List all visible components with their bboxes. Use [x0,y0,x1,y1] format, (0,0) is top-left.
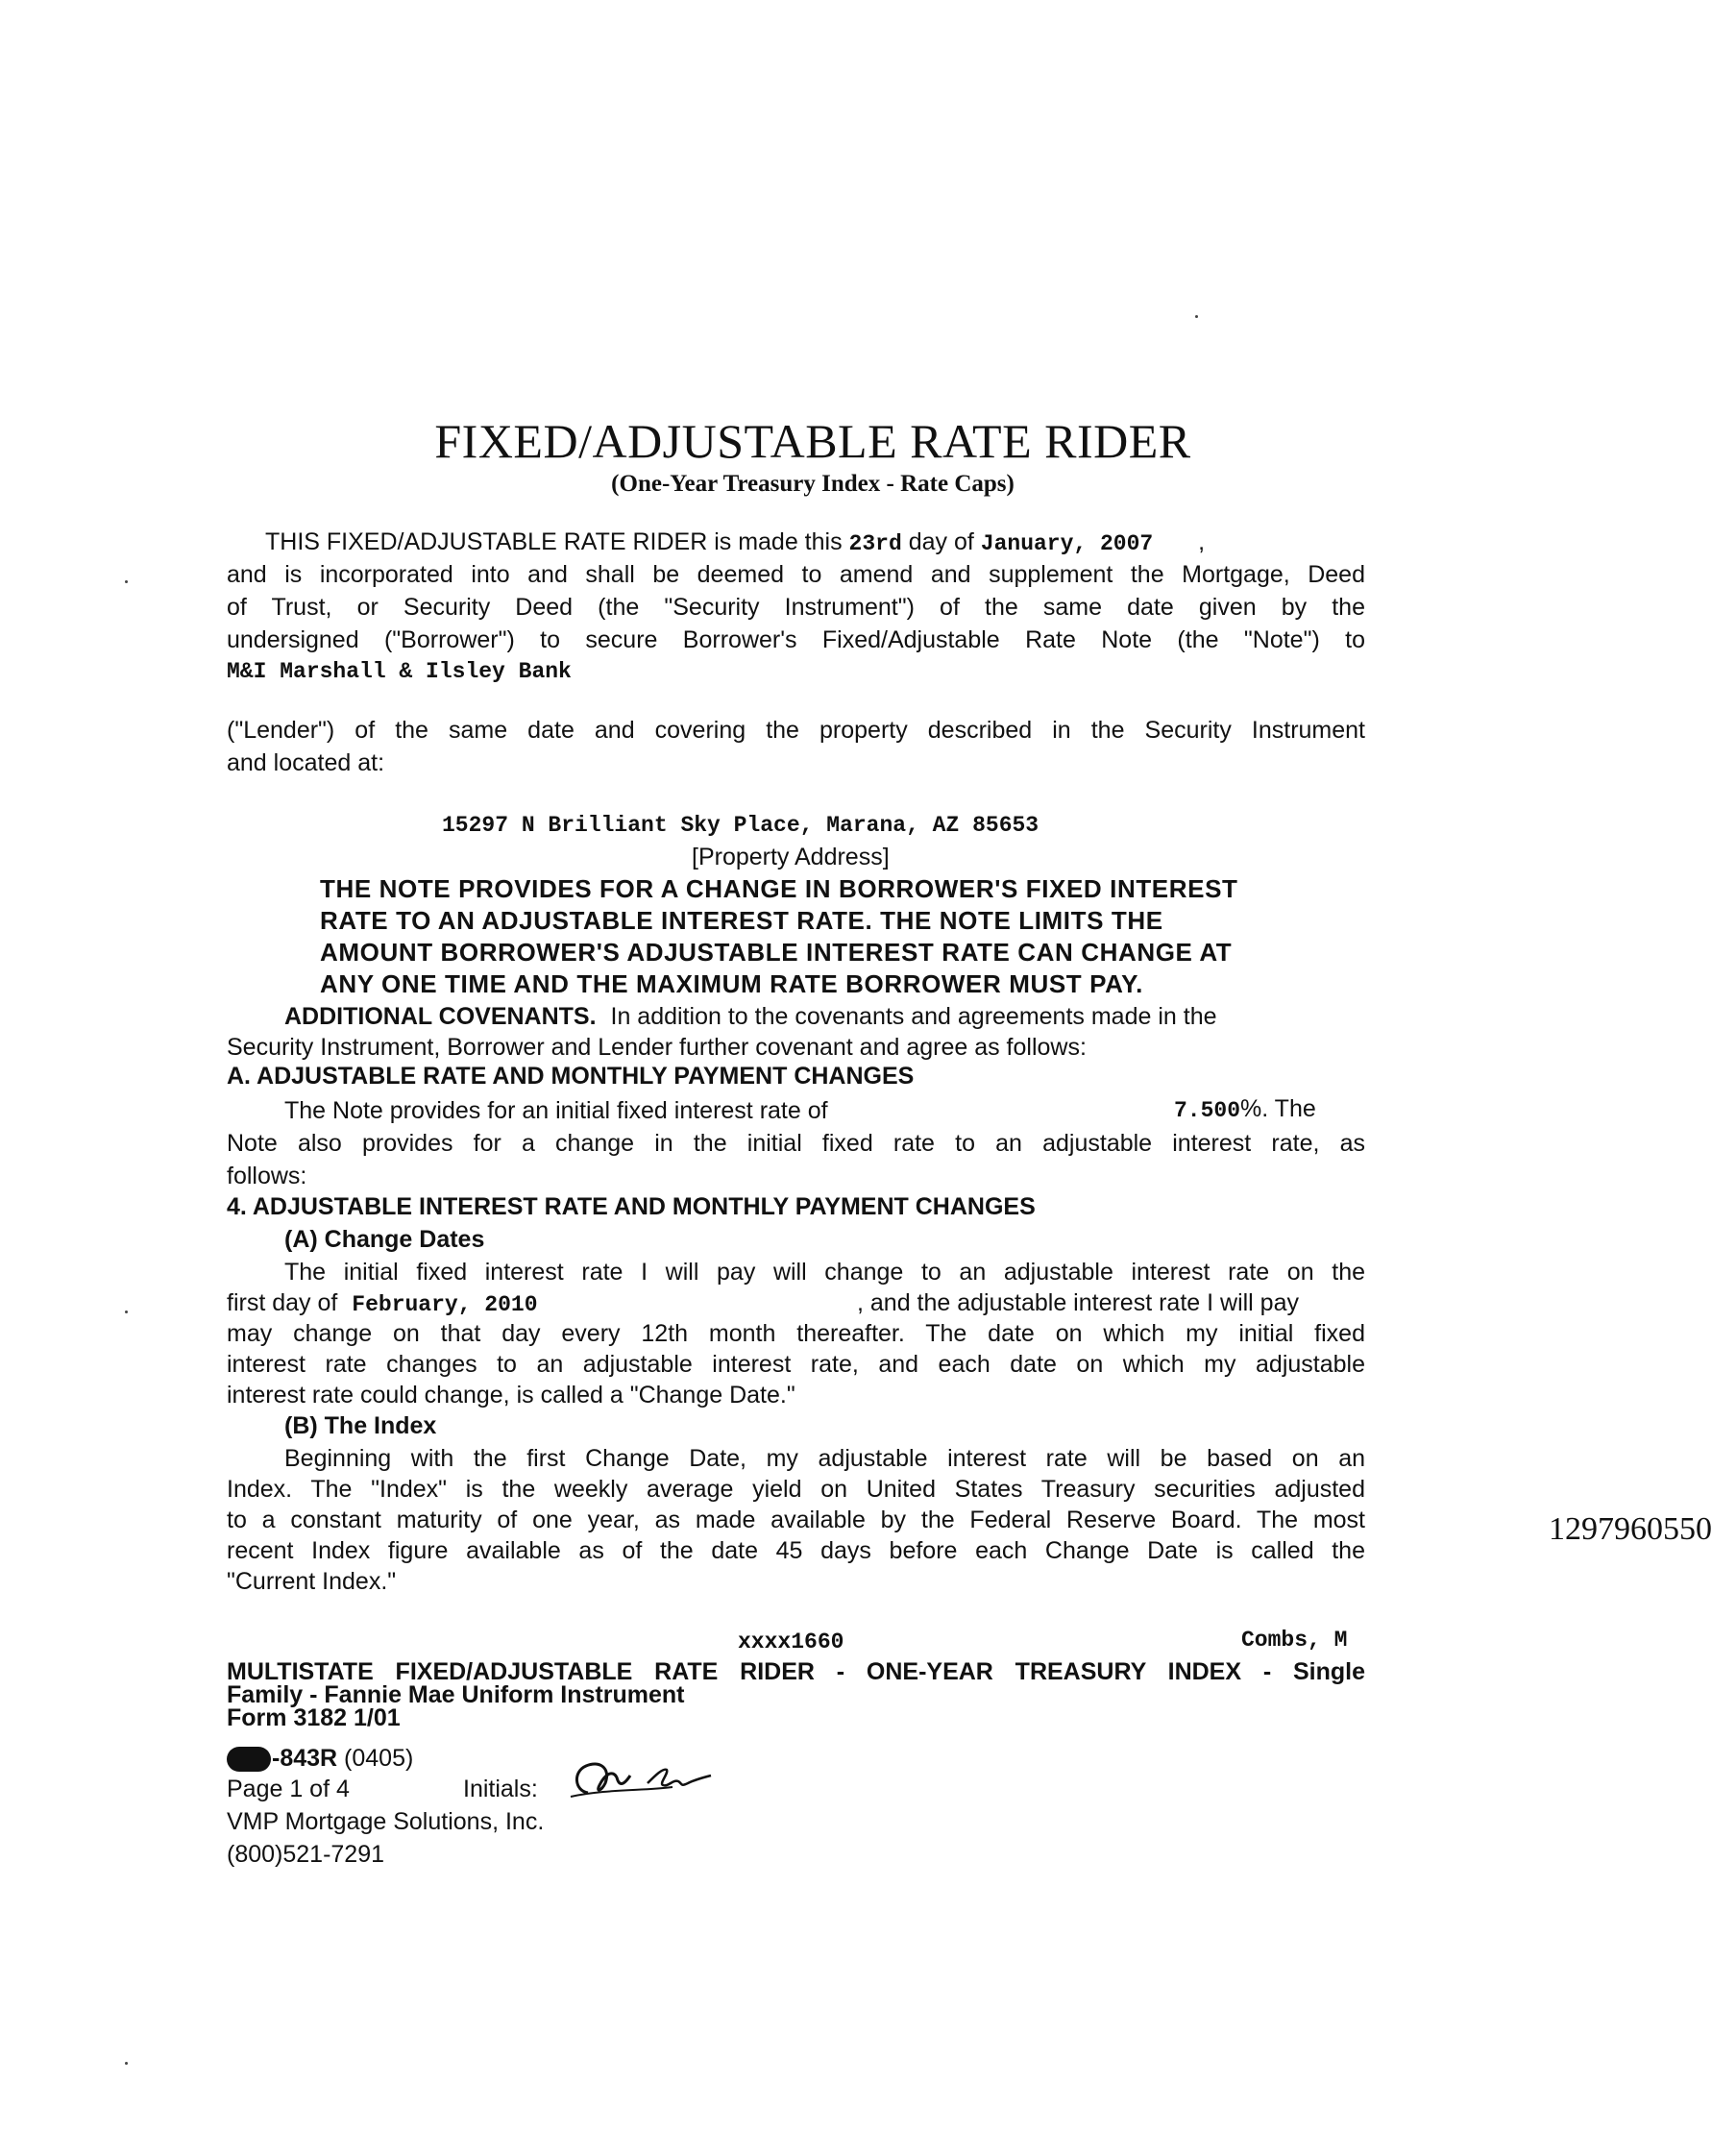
change-dates-heading: (A) Change Dates [284,1226,485,1253]
notice-line-1: THE NOTE PROVIDES FOR A CHANGE IN BORROWER'S FIXED INTEREST [320,874,1238,903]
covenants-line-2: Security Instrument, Borrower and Lender further covenant and agree as follows: [227,1034,1087,1061]
intro-line-6: and located at: [227,749,385,776]
form-title-line-2: Family - Fannie Mae Uniform Instrument [227,1681,685,1708]
initials-label: Initials: [463,1776,538,1802]
change-dates-line-2b: , and the adjustable interest rate I will pay [857,1289,1299,1316]
property-address-label: [Property Address] [692,844,890,870]
notice-line-3: AMOUNT BORROWER'S ADJUSTABLE INTEREST RATE CAN CHANGE AT [320,938,1233,967]
index-line-2: Index. The "Index" is the weekly average yield on United States Treasury securities adjusted [227,1476,1365,1503]
change-dates-line-4: interest rate changes to an adjustable interest rate, and each date on which my adjustable [227,1351,1365,1378]
form-title-line-1: MULTISTATE FIXED/ADJUSTABLE RATE RIDER - ONE-YEAR TREASURY INDEX - Single [227,1658,1365,1685]
index-heading: (B) The Index [284,1412,437,1439]
vmp-form-code: -843R (0405) [227,1743,413,1775]
form-number: Form 3182 1/01 [227,1704,401,1731]
scan-speck [125,2062,128,2065]
intro-line-5: ("Lender") of the same date and covering the property described in the Security Instrument [227,717,1365,744]
lender-name: M&I Marshall & Ilsley Bank [227,659,572,684]
scan-speck [125,1311,128,1313]
section-a-line-1: The Note provides for an initial fixed interest rate of [284,1097,828,1124]
index-line-4: recent Index figure available as of the date 45 days before each Change Date is called the [227,1537,1365,1564]
covenants-line-1: ADDITIONAL COVENANTS. In addition to the covenants and agreements made in the [284,1003,1217,1030]
borrower-name: Combs, M [1241,1628,1348,1653]
side-document-code: 1297960550 [1549,1511,1712,1547]
document-title: FIXED/ADJUSTABLE RATE RIDER [434,414,1191,468]
intro-line-1: THIS FIXED/ADJUSTABLE RATE RIDER is made this 23rd day of January, 2007 , [265,528,1206,556]
loan-number: xxxx1660 [738,1629,844,1654]
section-a-heading: A. ADJUSTABLE RATE AND MONTHLY PAYMENT CHANGES [227,1063,915,1090]
page-number: Page 1 of 4 [227,1776,350,1802]
section-a-line-2: Note also provides for a change in the initial fixed rate to an adjustable interest rate, as [227,1130,1365,1157]
initials-signature [567,1749,740,1806]
scan-speck [125,580,128,583]
notice-line-4: ANY ONE TIME AND THE MAXIMUM RATE BORROWER MUST PAY. [320,969,1143,998]
property-address: 15297 N Brilliant Sky Place, Marana, AZ 85653 [442,813,1039,838]
notice-line-2: RATE TO AN ADJUSTABLE INTEREST RATE. THE NOTE LIMITS THE [320,906,1163,935]
rider-day: 23rd [848,531,902,556]
company-name: VMP Mortgage Solutions, Inc. [227,1808,545,1835]
index-line-1: Beginning with the first Change Date, my adjustable interest rate will be based on an [284,1445,1365,1472]
index-line-5: "Current Index." [227,1568,397,1595]
index-line-3: to a constant maturity of one year, as made available by the Federal Reserve Board. The most [227,1507,1365,1533]
initial-rate-value: 7.500 [1174,1098,1241,1123]
initial-rate: 7.500%. The [1174,1095,1316,1123]
scan-speck [1195,315,1198,318]
change-dates-line-5: interest rate could change, is called a "Change Date." [227,1382,795,1409]
rider-date: January, 2007 [980,531,1154,556]
intro-line-4: undersigned ("Borrower") to secure Borrower's Fixed/Adjustable Rate Note (the "Note") to [227,626,1365,653]
vmp-logo [227,1747,271,1772]
intro-line-3: of Trust, or Security Deed (the "Security Instrument") of the same date given by the [227,594,1365,621]
covenants-heading: ADDITIONAL COVENANTS. [284,1003,597,1030]
document-subtitle: (One-Year Treasury Index - Rate Caps) [611,471,1015,497]
intro-line-2: and is incorporated into and shall be deemed to amend and supplement the Mortgage, Deed [227,561,1365,588]
change-dates-line-3: may change on that day every 12th month thereafter. The date on which my initial fixed [227,1320,1365,1347]
company-phone: (800)521-7291 [227,1841,385,1868]
section-4-heading: 4. ADJUSTABLE INTEREST RATE AND MONTHLY PAYMENT CHANGES [227,1193,1036,1220]
section-a-line-3: follows: [227,1163,307,1189]
change-dates-line-1: The initial fixed interest rate I will pay will change to an adjustable interest rate on the [284,1259,1365,1286]
change-date: February, 2010 [352,1292,538,1317]
change-dates-line-2a: first day of February, 2010 [227,1289,538,1317]
